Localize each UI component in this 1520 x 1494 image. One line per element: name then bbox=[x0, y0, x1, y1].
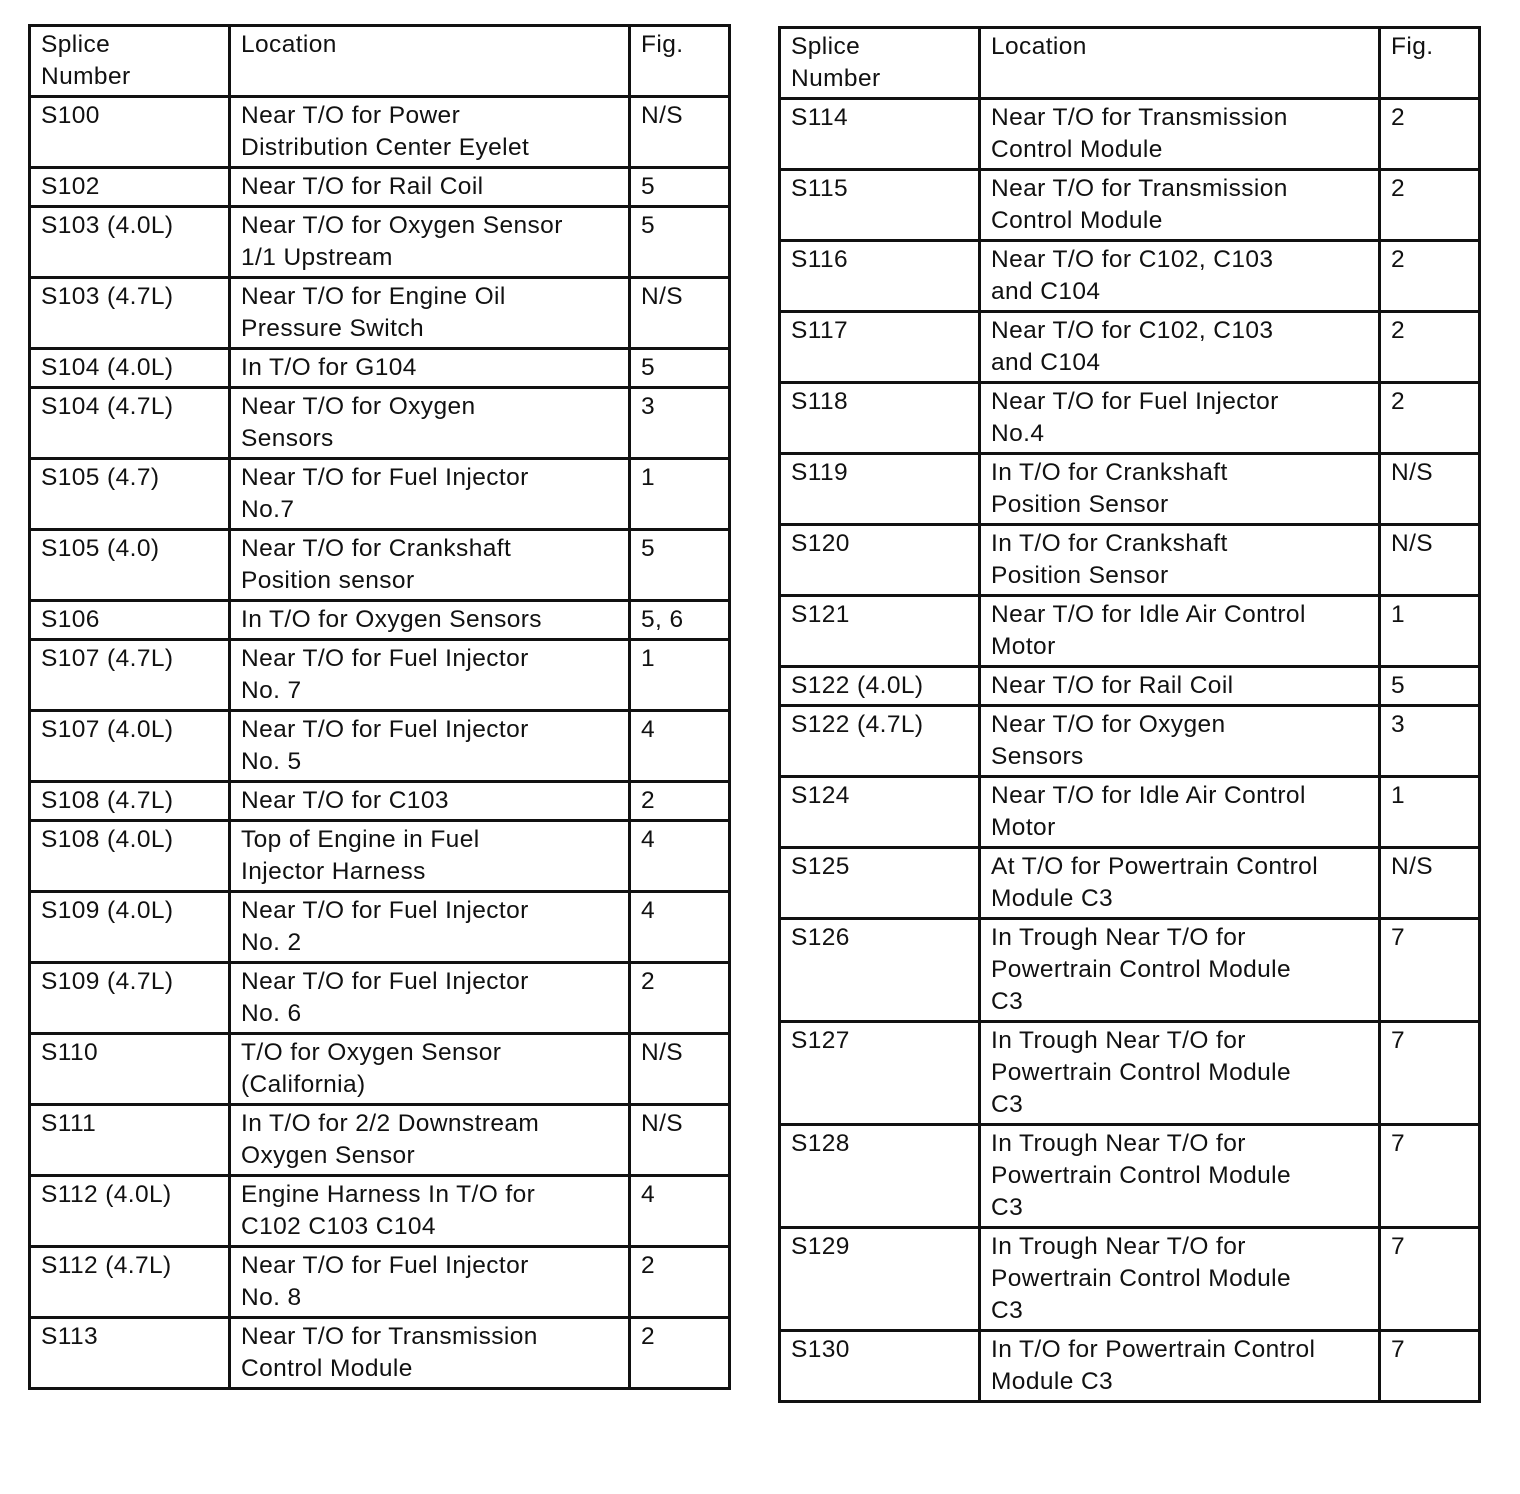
table-row bbox=[780, 777, 1480, 848]
location-cell: Near T/O for Oxygen Sensor 1/1 Upstream bbox=[230, 207, 630, 278]
fig-cell: 4 bbox=[630, 892, 730, 963]
table-row bbox=[30, 1105, 730, 1176]
fig-cell: 3 bbox=[1380, 706, 1480, 777]
fig-cell: 7 bbox=[1380, 1022, 1480, 1125]
splice-number-cell: S128 bbox=[780, 1125, 980, 1228]
splice-number-cell: S104 (4.7L) bbox=[30, 388, 230, 459]
location-cell: Near T/O for Fuel Injector No. 2 bbox=[230, 892, 630, 963]
location-cell: T/O for Oxygen Sensor (California) bbox=[230, 1034, 630, 1105]
header-splice-number: Splice Number bbox=[780, 28, 980, 99]
splice-number-cell: S122 (4.7L) bbox=[780, 706, 980, 777]
fig-cell: N/S bbox=[630, 97, 730, 168]
table-row bbox=[30, 821, 730, 892]
location-cell: Near T/O for Oxygen Sensors bbox=[980, 706, 1380, 777]
table-row bbox=[780, 312, 1480, 383]
fig-cell: 5 bbox=[630, 207, 730, 278]
table-row bbox=[30, 278, 730, 349]
location-cell: At T/O for Powertrain Control Module C3 bbox=[980, 848, 1380, 919]
fig-cell: N/S bbox=[630, 1034, 730, 1105]
location-cell: In T/O for Oxygen Sensors bbox=[230, 601, 630, 640]
table-row bbox=[780, 454, 1480, 525]
fig-cell: 7 bbox=[1380, 1331, 1480, 1402]
header-fig: Fig. bbox=[630, 26, 730, 97]
splice-number-cell: S102 bbox=[30, 168, 230, 207]
table-row bbox=[30, 1176, 730, 1247]
location-cell: Near T/O for Rail Coil bbox=[980, 667, 1380, 706]
header-location: Location bbox=[980, 28, 1380, 99]
splice-number-cell: S124 bbox=[780, 777, 980, 848]
splice-number-cell: S112 (4.0L) bbox=[30, 1176, 230, 1247]
splice-number-cell: S103 (4.0L) bbox=[30, 207, 230, 278]
fig-cell: N/S bbox=[630, 278, 730, 349]
fig-cell: 1 bbox=[630, 459, 730, 530]
location-cell: Near T/O for Engine Oil Pressure Switch bbox=[230, 278, 630, 349]
splice-number-cell: S116 bbox=[780, 241, 980, 312]
fig-cell: 5 bbox=[630, 530, 730, 601]
splice-number-cell: S114 bbox=[780, 99, 980, 170]
splice-number-cell: S130 bbox=[780, 1331, 980, 1402]
splice-number-cell: S105 (4.7) bbox=[30, 459, 230, 530]
splice-number-cell: S106 bbox=[30, 601, 230, 640]
fig-cell: 2 bbox=[1380, 241, 1480, 312]
table-row bbox=[780, 170, 1480, 241]
fig-cell: 2 bbox=[1380, 99, 1480, 170]
table-row bbox=[780, 1331, 1480, 1402]
splice-number-cell: S121 bbox=[780, 596, 980, 667]
location-cell: In Trough Near T/O for Powertrain Control Module C3 bbox=[980, 1125, 1380, 1228]
table-row bbox=[30, 1034, 730, 1105]
fig-cell: 4 bbox=[630, 711, 730, 782]
location-cell: In T/O for G104 bbox=[230, 349, 630, 388]
splice-table-right bbox=[778, 26, 1481, 1403]
table-row bbox=[30, 1247, 730, 1318]
fig-cell: 7 bbox=[1380, 1228, 1480, 1331]
location-cell: Near T/O for C102, C103 and C104 bbox=[980, 241, 1380, 312]
fig-cell: 1 bbox=[1380, 596, 1480, 667]
splice-number-cell: S125 bbox=[780, 848, 980, 919]
table-row bbox=[780, 848, 1480, 919]
table-body-right bbox=[780, 99, 1480, 1402]
table-row bbox=[780, 596, 1480, 667]
fig-cell: 2 bbox=[630, 782, 730, 821]
location-cell: Near T/O for Oxygen Sensors bbox=[230, 388, 630, 459]
table-row bbox=[780, 706, 1480, 777]
location-cell: Near T/O for Idle Air Control Motor bbox=[980, 596, 1380, 667]
header-location: Location bbox=[230, 26, 630, 97]
splice-number-cell: S108 (4.7L) bbox=[30, 782, 230, 821]
table-row bbox=[780, 99, 1480, 170]
splice-number-cell: S127 bbox=[780, 1022, 980, 1125]
location-cell: Near T/O for Fuel Injector No.4 bbox=[980, 383, 1380, 454]
header-fig: Fig. bbox=[1380, 28, 1480, 99]
header-splice-number: Splice Number bbox=[30, 26, 230, 97]
splice-number-cell: S126 bbox=[780, 919, 980, 1022]
location-cell: Engine Harness In T/O for C102 C103 C104 bbox=[230, 1176, 630, 1247]
table-row bbox=[30, 168, 730, 207]
table-row bbox=[30, 963, 730, 1034]
location-cell: Near T/O for C103 bbox=[230, 782, 630, 821]
fig-cell: 7 bbox=[1380, 919, 1480, 1022]
fig-cell: 4 bbox=[630, 821, 730, 892]
splice-number-cell: S108 (4.0L) bbox=[30, 821, 230, 892]
table-row bbox=[30, 782, 730, 821]
fig-cell: 5 bbox=[1380, 667, 1480, 706]
header-row bbox=[30, 26, 730, 97]
location-cell: Near T/O for Fuel Injector No.7 bbox=[230, 459, 630, 530]
table-row bbox=[780, 383, 1480, 454]
splice-number-cell: S103 (4.7L) bbox=[30, 278, 230, 349]
splice-table-left bbox=[28, 24, 731, 1390]
fig-cell: 4 bbox=[630, 1176, 730, 1247]
splice-number-cell: S113 bbox=[30, 1318, 230, 1389]
table-row bbox=[30, 640, 730, 711]
splice-number-cell: S107 (4.0L) bbox=[30, 711, 230, 782]
location-cell: Near T/O for Transmission Control Module bbox=[230, 1318, 630, 1389]
splice-number-cell: S119 bbox=[780, 454, 980, 525]
location-cell: In T/O for 2/2 Downstream Oxygen Sensor bbox=[230, 1105, 630, 1176]
fig-cell: N/S bbox=[1380, 454, 1480, 525]
splice-number-cell: S115 bbox=[780, 170, 980, 241]
location-cell: Near T/O for Fuel Injector No. 5 bbox=[230, 711, 630, 782]
splice-number-cell: S109 (4.7L) bbox=[30, 963, 230, 1034]
splice-number-cell: S122 (4.0L) bbox=[780, 667, 980, 706]
splice-number-cell: S105 (4.0) bbox=[30, 530, 230, 601]
splice-number-cell: S118 bbox=[780, 383, 980, 454]
location-cell: Near T/O for Fuel Injector No. 6 bbox=[230, 963, 630, 1034]
fig-cell: 2 bbox=[630, 963, 730, 1034]
location-cell: Near T/O for C102, C103 and C104 bbox=[980, 312, 1380, 383]
location-cell: Near T/O for Transmission Control Module bbox=[980, 99, 1380, 170]
fig-cell: N/S bbox=[1380, 525, 1480, 596]
header-row bbox=[780, 28, 1480, 99]
splice-number-cell: S100 bbox=[30, 97, 230, 168]
location-cell: Near T/O for Rail Coil bbox=[230, 168, 630, 207]
table-row bbox=[30, 349, 730, 388]
table-row bbox=[30, 530, 730, 601]
fig-cell: 1 bbox=[1380, 777, 1480, 848]
location-cell: Near T/O for Fuel Injector No. 7 bbox=[230, 640, 630, 711]
fig-cell: 5, 6 bbox=[630, 601, 730, 640]
splice-number-cell: S120 bbox=[780, 525, 980, 596]
fig-cell: 5 bbox=[630, 168, 730, 207]
splice-number-cell: S112 (4.7L) bbox=[30, 1247, 230, 1318]
table-row bbox=[30, 388, 730, 459]
fig-cell: 2 bbox=[630, 1318, 730, 1389]
splice-number-cell: S107 (4.7L) bbox=[30, 640, 230, 711]
location-cell: In T/O for Crankshaft Position Sensor bbox=[980, 525, 1380, 596]
table-row bbox=[30, 207, 730, 278]
table-row bbox=[30, 1318, 730, 1389]
splice-number-cell: S109 (4.0L) bbox=[30, 892, 230, 963]
fig-cell: 2 bbox=[1380, 170, 1480, 241]
table-row bbox=[30, 892, 730, 963]
fig-cell: 1 bbox=[630, 640, 730, 711]
location-cell: Near T/O for Power Distribution Center Eyelet bbox=[230, 97, 630, 168]
location-cell: In T/O for Powertrain Control Module C3 bbox=[980, 1331, 1380, 1402]
splice-number-cell: S111 bbox=[30, 1105, 230, 1176]
table-row bbox=[30, 459, 730, 530]
fig-cell: 2 bbox=[630, 1247, 730, 1318]
fig-cell: 7 bbox=[1380, 1125, 1480, 1228]
fig-cell: 5 bbox=[630, 349, 730, 388]
splice-number-cell: S117 bbox=[780, 312, 980, 383]
location-cell: In T/O for Crankshaft Position Sensor bbox=[980, 454, 1380, 525]
table-row bbox=[30, 711, 730, 782]
table-row bbox=[780, 525, 1480, 596]
splice-number-cell: S104 (4.0L) bbox=[30, 349, 230, 388]
table-row bbox=[780, 919, 1480, 1022]
table-body-left bbox=[30, 97, 730, 1389]
table-row bbox=[780, 1228, 1480, 1331]
location-cell: In Trough Near T/O for Powertrain Control Module C3 bbox=[980, 1022, 1380, 1125]
table-row bbox=[30, 601, 730, 640]
table-row bbox=[30, 97, 730, 168]
fig-cell: 2 bbox=[1380, 312, 1480, 383]
fig-cell: 2 bbox=[1380, 383, 1480, 454]
fig-cell: 3 bbox=[630, 388, 730, 459]
fig-cell: N/S bbox=[1380, 848, 1480, 919]
splice-number-cell: S129 bbox=[780, 1228, 980, 1331]
table-row bbox=[780, 1125, 1480, 1228]
location-cell: Near T/O for Transmission Control Module bbox=[980, 170, 1380, 241]
location-cell: In Trough Near T/O for Powertrain Control Module C3 bbox=[980, 919, 1380, 1022]
location-cell: Near T/O for Crankshaft Position sensor bbox=[230, 530, 630, 601]
location-cell: Top of Engine in Fuel Injector Harness bbox=[230, 821, 630, 892]
location-cell: Near T/O for Fuel Injector No. 8 bbox=[230, 1247, 630, 1318]
table-row bbox=[780, 667, 1480, 706]
location-cell: Near T/O for Idle Air Control Motor bbox=[980, 777, 1380, 848]
splice-number-cell: S110 bbox=[30, 1034, 230, 1105]
table-row bbox=[780, 241, 1480, 312]
fig-cell: N/S bbox=[630, 1105, 730, 1176]
table-row bbox=[780, 1022, 1480, 1125]
location-cell: In Trough Near T/O for Powertrain Control Module C3 bbox=[980, 1228, 1380, 1331]
